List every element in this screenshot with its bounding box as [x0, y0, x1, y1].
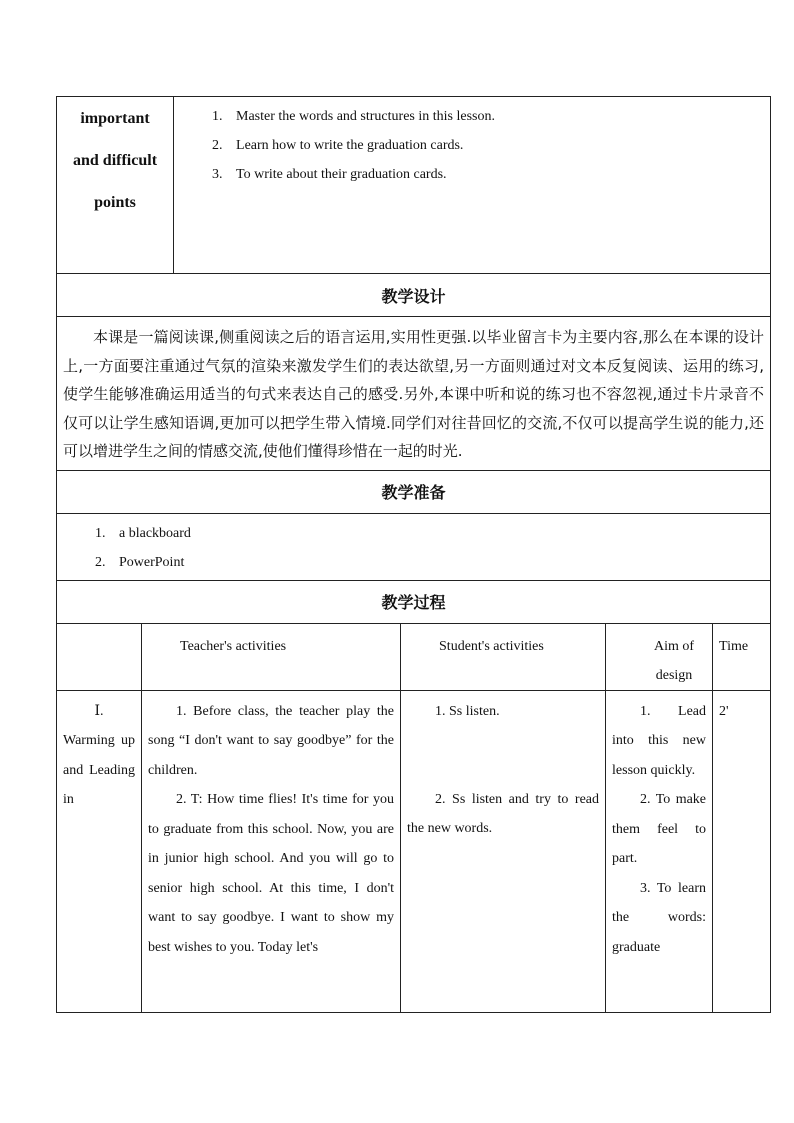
aim-item: 2. To make them feel to part.	[612, 792, 707, 866]
step-header	[57, 623, 142, 690]
key-points-label-line: points	[94, 194, 136, 211]
teacher-header: Teacher's activities	[142, 623, 401, 690]
student-activity-item: 2. Ss listen and try to read the new words.	[407, 791, 600, 836]
time-header: Time	[713, 623, 771, 690]
aim-item: 3. To learn the words: graduate	[612, 880, 707, 955]
preparation-list	[57, 513, 771, 580]
design-title: 教学设计	[57, 274, 771, 317]
list-item: 2. Learn how to write the graduation cards.	[212, 138, 464, 153]
aim-item: 1. Lead into this new lesson quickly.	[612, 703, 707, 778]
list-item: 1. a blackboard	[95, 525, 191, 541]
key-points-list	[174, 97, 771, 274]
aim-header: Aim of design	[606, 623, 713, 690]
step-number: Ⅰ.	[94, 703, 104, 719]
list-item: 2. PowerPoint	[95, 554, 185, 570]
key-points-label	[57, 97, 174, 274]
list-item: 3. To write about their graduation cards.	[212, 167, 447, 182]
teacher-activity-item: 1. Before class, the teacher play the song “I don't want to say goodbye” for the children.	[148, 703, 395, 778]
student-header: Student's activities	[401, 623, 606, 690]
key-points-label-line: and difficult	[73, 152, 158, 169]
process-title: 教学过程	[57, 580, 771, 623]
design-body: 本课是一篇阅读课,侧重阅读之后的语言运用,实用性更强.以毕业留言卡为主要内容,那么在本课的设计上,一方面要注重通过气氛的渲染来激发学生们的表达欲望,另一方面则通过对文本反复阅读、运用的练习,使学生能够准确运用适当的句式来表达自己的感受.另外,本课中听和说的练习也不容忽视,通过卡片录音不仅可以让学生感知语调,更加可以把学生带入情境.同学们对往昔回忆的交流,不仅可以提高学生说的能力,还可以增进学生之间的情感交流,使他们懂得珍惜在一起的时光.	[57, 317, 771, 471]
teacher-activities	[142, 690, 401, 1012]
teacher-activity-item: 2. T: How time flies! It's time for you to graduate from this school. Now, you are in junior high school. And you will go to senior high school. At this time, I don't want to say goodbye. I want to show my best wishes to you. Today let's	[148, 792, 395, 955]
student-activity-item: 1. Ss listen.	[435, 703, 500, 719]
list-item: 1. Master the words and structures in this lesson.	[212, 109, 495, 124]
step-cell	[57, 690, 142, 1012]
step-name: Warming up and Leading in	[63, 733, 135, 807]
student-activities	[401, 690, 606, 1012]
time-cell: 2'	[713, 690, 771, 1012]
lesson-plan-table	[56, 96, 771, 1013]
aim-cell	[606, 690, 713, 1012]
key-points-label-line: important	[80, 110, 150, 127]
preparation-title: 教学准备	[57, 470, 771, 513]
